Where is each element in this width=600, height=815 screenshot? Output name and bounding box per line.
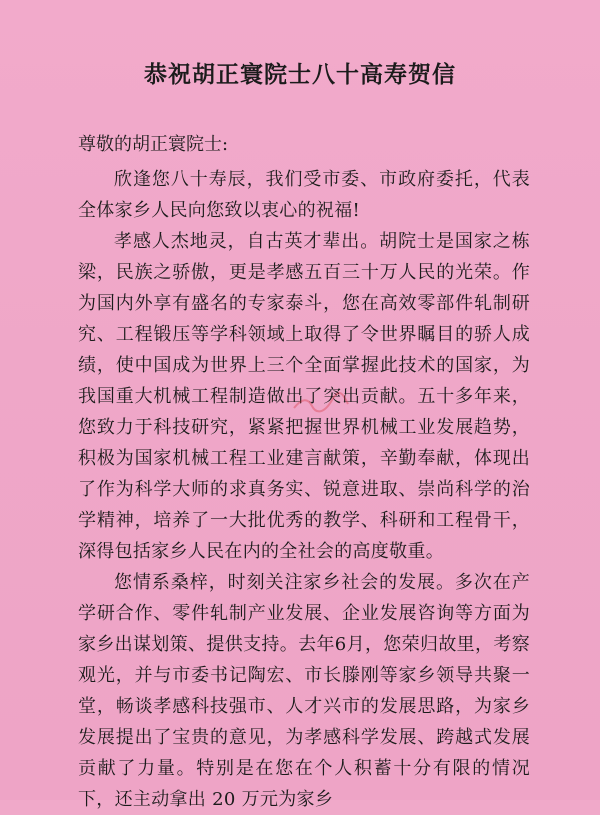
- letter-body: [78, 164, 530, 815]
- letter-title: 恭祝胡正寰院士八十高寿贺信: [144, 61, 456, 88]
- salutation: 尊敬的胡正寰院士:: [78, 134, 229, 155]
- paragraph-hometown: 您情系桑梓，时刻关注家乡社会的发展。多次在产学研合作、零件轧制产业发展、企业发展咨询等方面为家乡出谋划策、提供支持。去年6月，您荣归故里，考察观光，并与市委书记陶宏、市长滕刚等家乡领导共聚一堂，畅谈孝感科技强市、人才兴市的发展思路，为家乡发展提出了宝贵的意见，为孝感科学发展、跨越式发展贡献了力量。特别是在您在个人积蓄十分有限的情况下，还主动拿出 20 万元为家乡: [78, 572, 530, 810]
- paragraph-achievements: 孝感人杰地灵，自古英才辈出。胡院士是国家之栋梁，民族之骄傲，更是孝感五百三十万人民的光荣。作为国内外享有盛名的专家泰斗，您在高效零部件轧制研究、工程锻压等学科领域上取得了令世界瞩目的骄人成绩，使中国成为世界上三个全面掌握此技术的国家，为我国重大机械工程制造做出了突出贡献。五十多年来，您致力于科技研究，紧紧把握世界机械工业发展趋势，积极为国家机械工程工业建言献策，辛勤奉献，体现出了作为科学大师的求真务实、锐意进取、崇尚科学的治学精神，培养了一大批优秀的教学、科研和工程骨干，深得包括家乡人民在内的全社会的高度敬重。: [78, 231, 530, 562]
- paragraph-greeting: 欣逢您八十寿辰，我们受市委、市政府委托，代表全体家乡人民向您致以衷心的祝福!: [78, 169, 530, 221]
- seal-trace-icon: [290, 388, 350, 418]
